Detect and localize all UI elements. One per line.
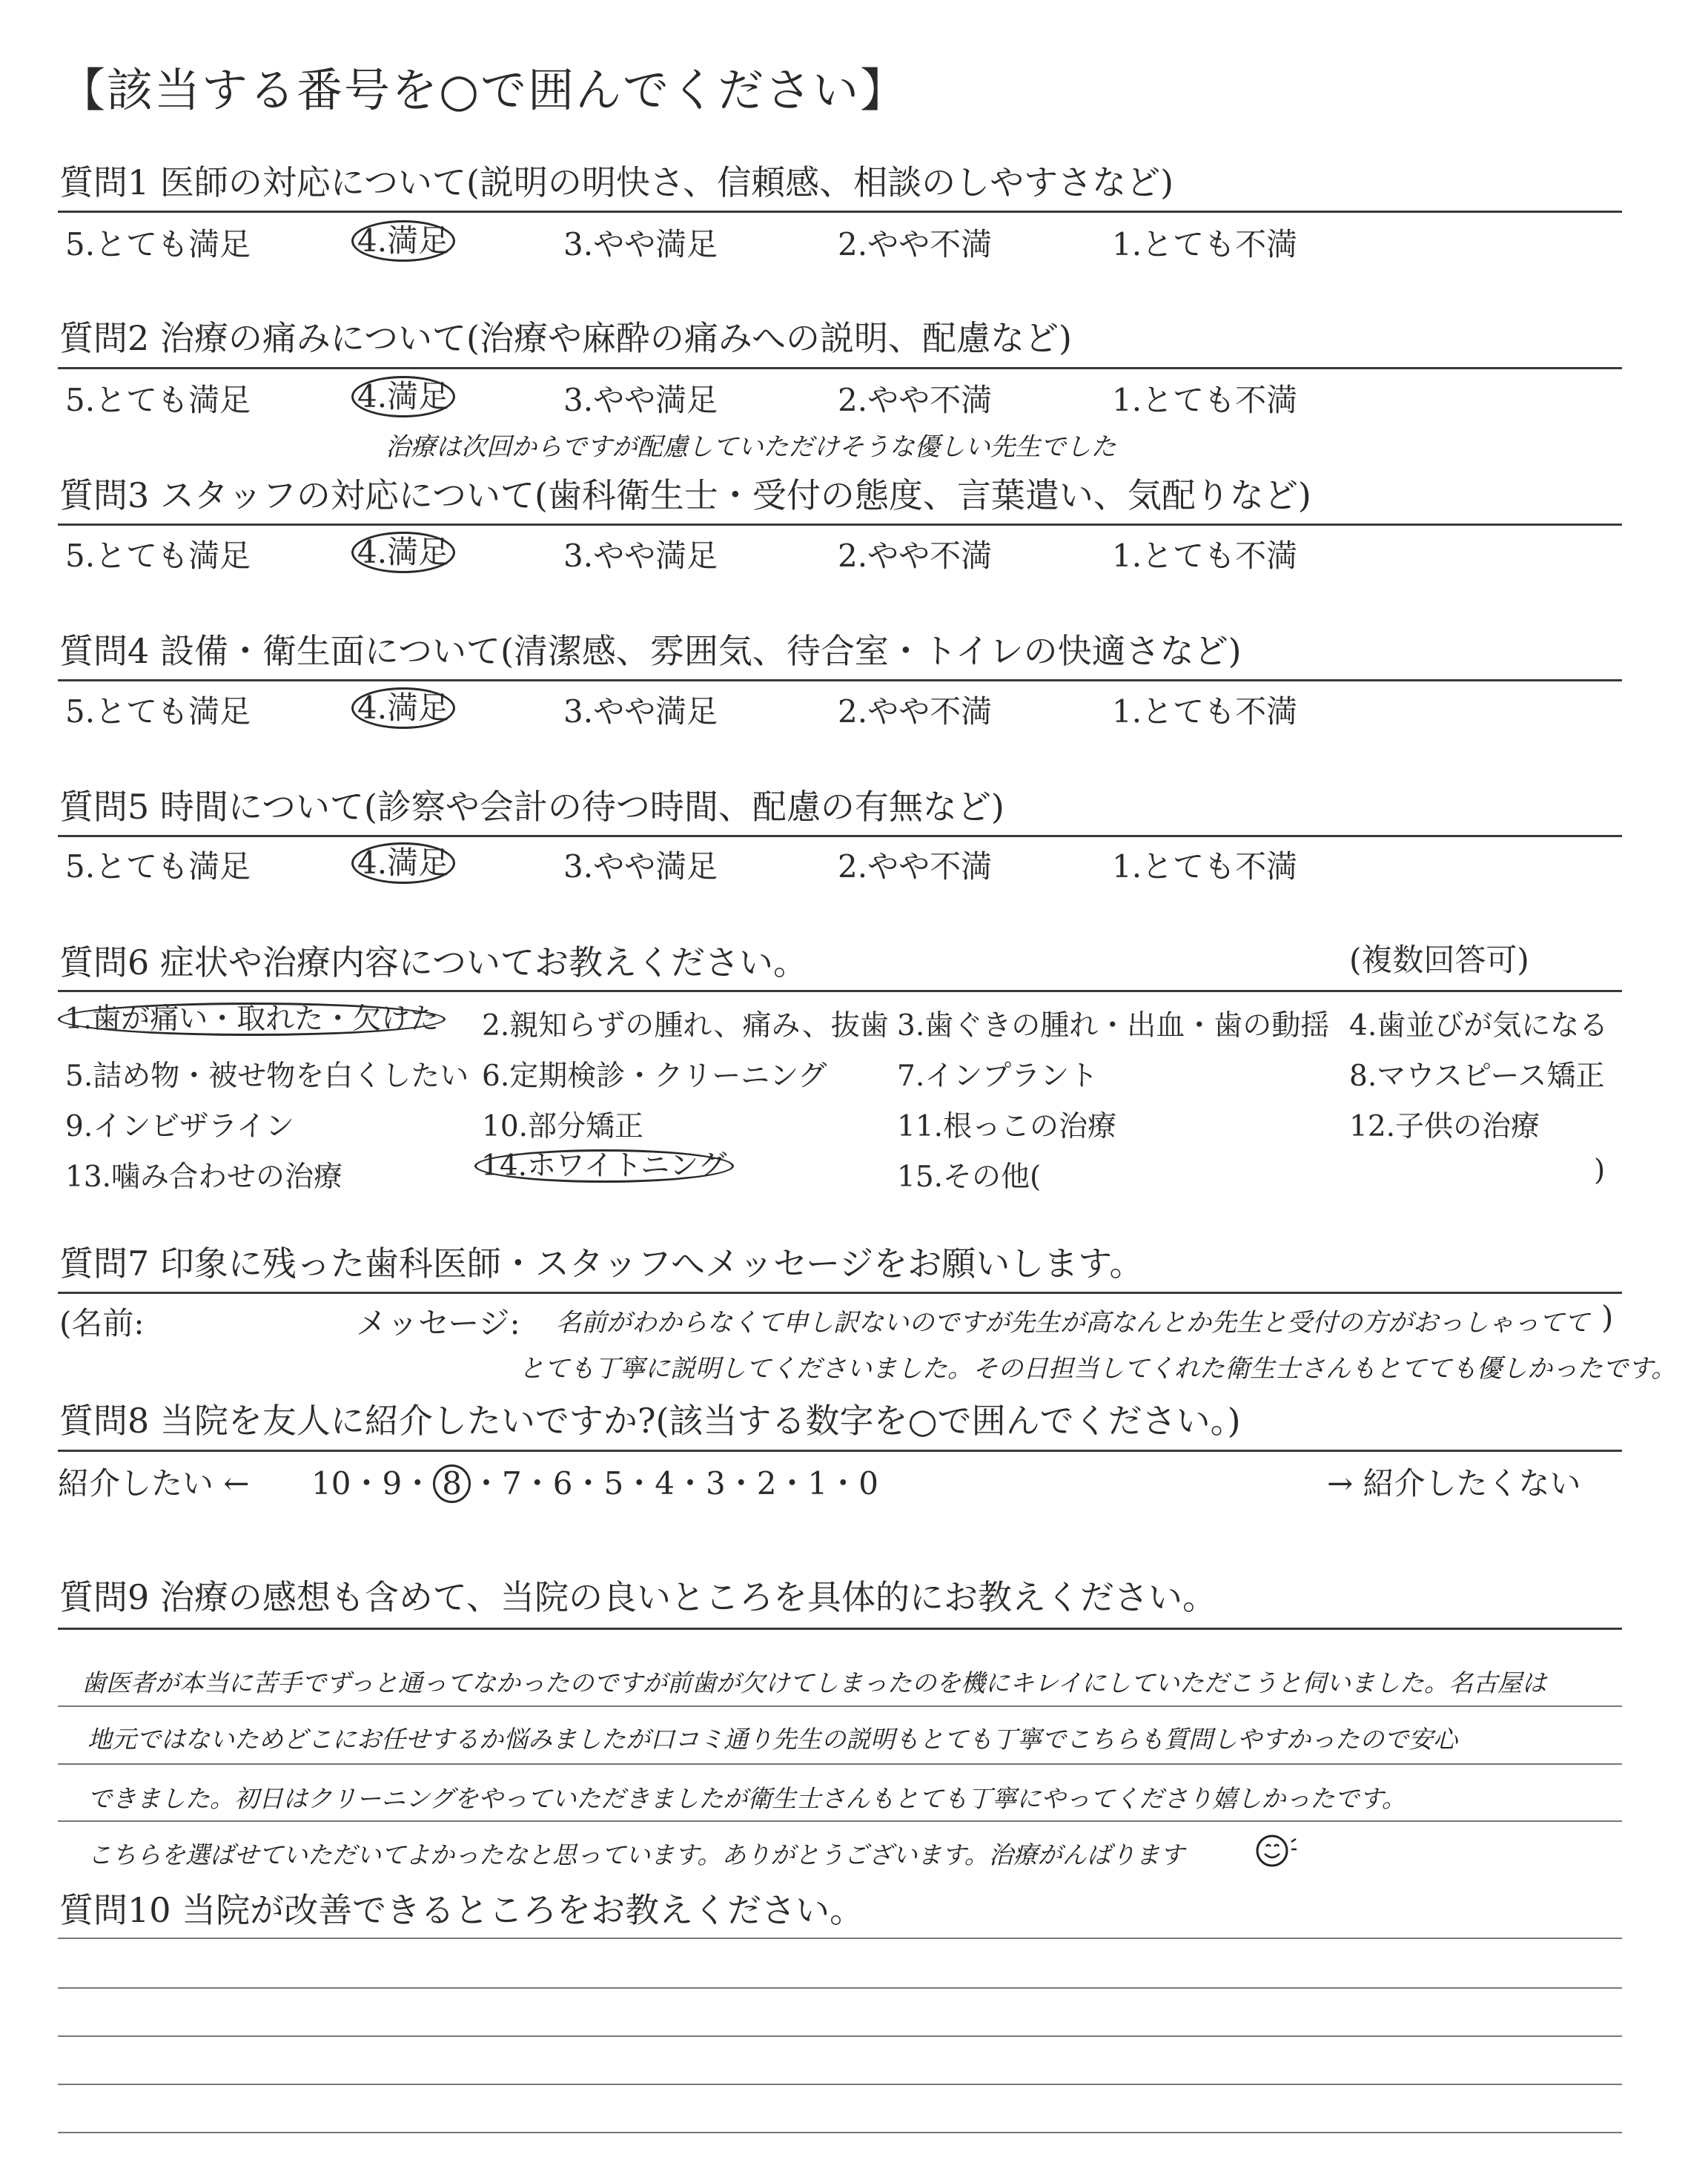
rating-5[interactable]: 5.とても満足: [65, 226, 251, 262]
rating-5[interactable]: 5.とても満足: [65, 382, 251, 418]
question-9-answer-line-2: 地元ではないためどこにお任せするか悩みましたが口コミ通り先生の説明もとても丁寧でこちらも質問しやすかったので安心: [87, 1725, 1457, 1754]
scale-0[interactable]: 0: [858, 1465, 878, 1502]
divider: [58, 679, 1622, 681]
rating-4[interactable]: [351, 842, 455, 884]
symptom-option-8[interactable]: 8.マウスピース矯正: [1349, 1060, 1605, 1093]
question-9-label: 質問9 治療の感想も含めて、当院の良いところを具体的にお教えください。: [59, 1577, 1217, 1617]
scale-3[interactable]: 3: [705, 1465, 726, 1502]
message-handwritten-line-2: とても丁寧に説明してくださいました。その日担当してくれた衛生士さんもとてても優しかったです。: [519, 1354, 1677, 1384]
divider: [58, 1450, 1622, 1452]
scale-dot-icon: ・: [674, 1465, 706, 1502]
scale-dot-icon: ・: [776, 1465, 808, 1502]
symptom-option-6[interactable]: 6.定期検診・クリーニング: [482, 1060, 827, 1093]
question-8-label: 質問8 当院を友人に紹介したいですか?(該当する数字を○で囲んでください。): [59, 1401, 1241, 1441]
selected-circle: 4.満足: [351, 842, 455, 884]
symptom-option-2[interactable]: 2.親知らずの腫れ、痛み、抜歯: [482, 1009, 889, 1043]
scale-dot-icon: ・: [470, 1465, 502, 1502]
scale-4[interactable]: 4: [655, 1465, 675, 1502]
scale-dot-icon: ・: [402, 1465, 434, 1502]
page-title: 【該当する番号を○で囲んでください】: [59, 63, 908, 117]
message-handwritten-line-1: 名前がわからなくて申し訳ないのですが先生が高なんとか先生と受付の方がおっしゃってて: [556, 1308, 1589, 1338]
selected-circle: 4.満足: [351, 376, 455, 417]
rating-2[interactable]: 2.やや不満: [838, 538, 993, 574]
answer-line: [58, 2132, 1622, 2133]
divider: [58, 990, 1622, 992]
symptom-option-15[interactable]: 15.その他(: [897, 1160, 1042, 1194]
answer-line: [58, 1938, 1622, 1939]
question-5-label: 質問5 時間について(診察や会計の待つ時間、配慮の有無など): [59, 787, 1004, 827]
scale-dot-icon: ・: [623, 1465, 655, 1502]
rating-2[interactable]: 2.やや不満: [838, 382, 993, 418]
other-close-paren: ): [1594, 1154, 1606, 1187]
divider: [58, 524, 1622, 526]
symptom-option-9[interactable]: 9.インビザライン: [65, 1110, 295, 1143]
rating-3[interactable]: 3.やや満足: [563, 382, 718, 418]
divider: [58, 367, 1622, 369]
scale-6[interactable]: 6: [552, 1465, 573, 1502]
selected-circle: 4.満足: [351, 532, 455, 573]
rating-5[interactable]: 5.とても満足: [65, 693, 251, 730]
answer-line: [58, 1820, 1622, 1822]
question-2-label: 質問2 治療の痛みについて(治療や麻酔の痛みへの説明、配慮など): [59, 318, 1072, 358]
answer-line: [58, 1705, 1622, 1707]
question-6-note: (複数回答可): [1349, 942, 1529, 978]
rating-3[interactable]: 3.やや満足: [563, 693, 718, 730]
smile-face-icon: [1254, 1832, 1299, 1873]
rating-1[interactable]: 1.とても不満: [1112, 848, 1298, 885]
rating-1[interactable]: 1.とても不満: [1112, 382, 1298, 418]
scale-2[interactable]: 2: [756, 1465, 777, 1502]
answer-line: [58, 1763, 1622, 1765]
symptom-option-10[interactable]: 10.部分矯正: [482, 1110, 644, 1143]
message-close-paren: ): [1601, 1299, 1614, 1335]
symptom-option-1[interactable]: [58, 1003, 446, 1036]
selected-circle: 4.満足: [351, 687, 455, 729]
rating-4[interactable]: [351, 376, 455, 417]
scale-8[interactable]: 8: [433, 1464, 471, 1503]
rating-2[interactable]: 2.やや不満: [838, 226, 993, 262]
scale-dot-icon: ・: [351, 1465, 383, 1502]
symptom-option-7[interactable]: 7.インプラント: [897, 1060, 1099, 1093]
rating-3[interactable]: 3.やや満足: [563, 848, 718, 885]
divider: [58, 211, 1622, 213]
message-label: メッセージ:: [356, 1305, 520, 1341]
symptom-option-11[interactable]: 11.根っこの治療: [897, 1110, 1117, 1143]
divider: [58, 1292, 1622, 1294]
question-9-answer-line-1: 歯医者が本当に苦手でずっと通ってなかったのですが前歯が欠けてしまったのを機にキレイにしていただこうと伺いました。名古屋は: [82, 1668, 1547, 1697]
selected-circle: 14.ホワイトニング: [474, 1149, 734, 1183]
scale-dot-icon: ・: [521, 1465, 553, 1502]
rating-1[interactable]: 1.とても不満: [1112, 693, 1298, 730]
question-9-answer-line-3: できました。初日はクリーニングをやっていただきましたが衛生士さんもとても丁寧にやってくださり嬉しかったです。: [87, 1784, 1406, 1813]
divider: [58, 835, 1622, 837]
scale-5[interactable]: 5: [603, 1465, 624, 1502]
symptom-option-3[interactable]: 3.歯ぐきの腫れ・出血・歯の動揺: [897, 1009, 1330, 1043]
rating-2[interactable]: 2.やや不満: [838, 848, 993, 885]
rating-5[interactable]: 5.とても満足: [65, 848, 251, 885]
rating-1[interactable]: 1.とても不満: [1112, 538, 1298, 574]
answer-line: [58, 1987, 1622, 1989]
selected-circle: 1.歯が痛い・取れた・欠けた: [58, 1003, 446, 1036]
rating-4[interactable]: [351, 220, 455, 262]
rating-2[interactable]: 2.やや不満: [838, 693, 993, 730]
rating-5[interactable]: 5.とても満足: [65, 538, 251, 574]
symptom-option-14[interactable]: [474, 1149, 734, 1183]
divider: [58, 1628, 1622, 1630]
rating-1[interactable]: 1.とても不満: [1112, 226, 1298, 262]
symptom-option-4[interactable]: 4.歯並びが気になる: [1349, 1009, 1609, 1043]
question-7-label: 質問7 印象に残った歯科医師・スタッフへメッセージをお願いします。: [59, 1244, 1144, 1284]
scale-7[interactable]: 7: [501, 1465, 522, 1502]
rating-3[interactable]: 3.やや満足: [563, 538, 718, 574]
question-4-label: 質問4 設備・衛生面について(清潔感、雰囲気、待合室・トイレの快適さなど): [59, 631, 1242, 671]
question-6-label: 質問6 症状や治療内容についてお教えください。: [59, 942, 807, 982]
rating-4[interactable]: [351, 687, 455, 729]
rating-4[interactable]: [351, 532, 455, 573]
answer-line: [58, 2035, 1622, 2037]
question-2-handwritten-comment: 治療は次回からですが配慮していただけそうな優しい先生でした: [385, 432, 1116, 462]
answer-line: [58, 2084, 1622, 2085]
rating-3[interactable]: 3.やや満足: [563, 226, 718, 262]
scale-dot-icon: ・: [572, 1465, 604, 1502]
name-label: (名前:: [59, 1305, 145, 1341]
symptom-option-5[interactable]: 5.詰め物・被せ物を白くしたい: [65, 1060, 469, 1093]
question-1-label: 質問1 医師の対応について(説明の明快さ、信頼感、相談のしやすさなど): [59, 162, 1174, 202]
scale-left-label: 紹介したい ←: [58, 1465, 250, 1502]
symptom-option-12[interactable]: 12.子供の治療: [1349, 1110, 1540, 1143]
scale-1[interactable]: 1: [807, 1465, 828, 1502]
question-10-label: 質問10 当院が改善できるところをお教えください。: [59, 1890, 864, 1930]
symptom-option-13[interactable]: 13.噛み合わせの治療: [65, 1160, 343, 1194]
recommend-scale: [311, 1459, 878, 1504]
question-9-answer-line-4: こちらを選ばせていただいてよかったなと思っています。ありがとうございます。治療がんばります: [87, 1840, 1185, 1869]
selected-circle: 4.満足: [351, 220, 455, 262]
scale-right-label: → 紹介したくない: [1327, 1465, 1581, 1502]
scale-dot-icon: ・: [827, 1465, 859, 1502]
scale-10[interactable]: 10: [311, 1465, 351, 1502]
question-3-label: 質問3 スタッフの対応について(歯科衛生士・受付の態度、言葉遣い、気配りなど): [59, 475, 1311, 515]
scale-dot-icon: ・: [725, 1465, 757, 1502]
scale-9[interactable]: 9: [382, 1465, 403, 1502]
